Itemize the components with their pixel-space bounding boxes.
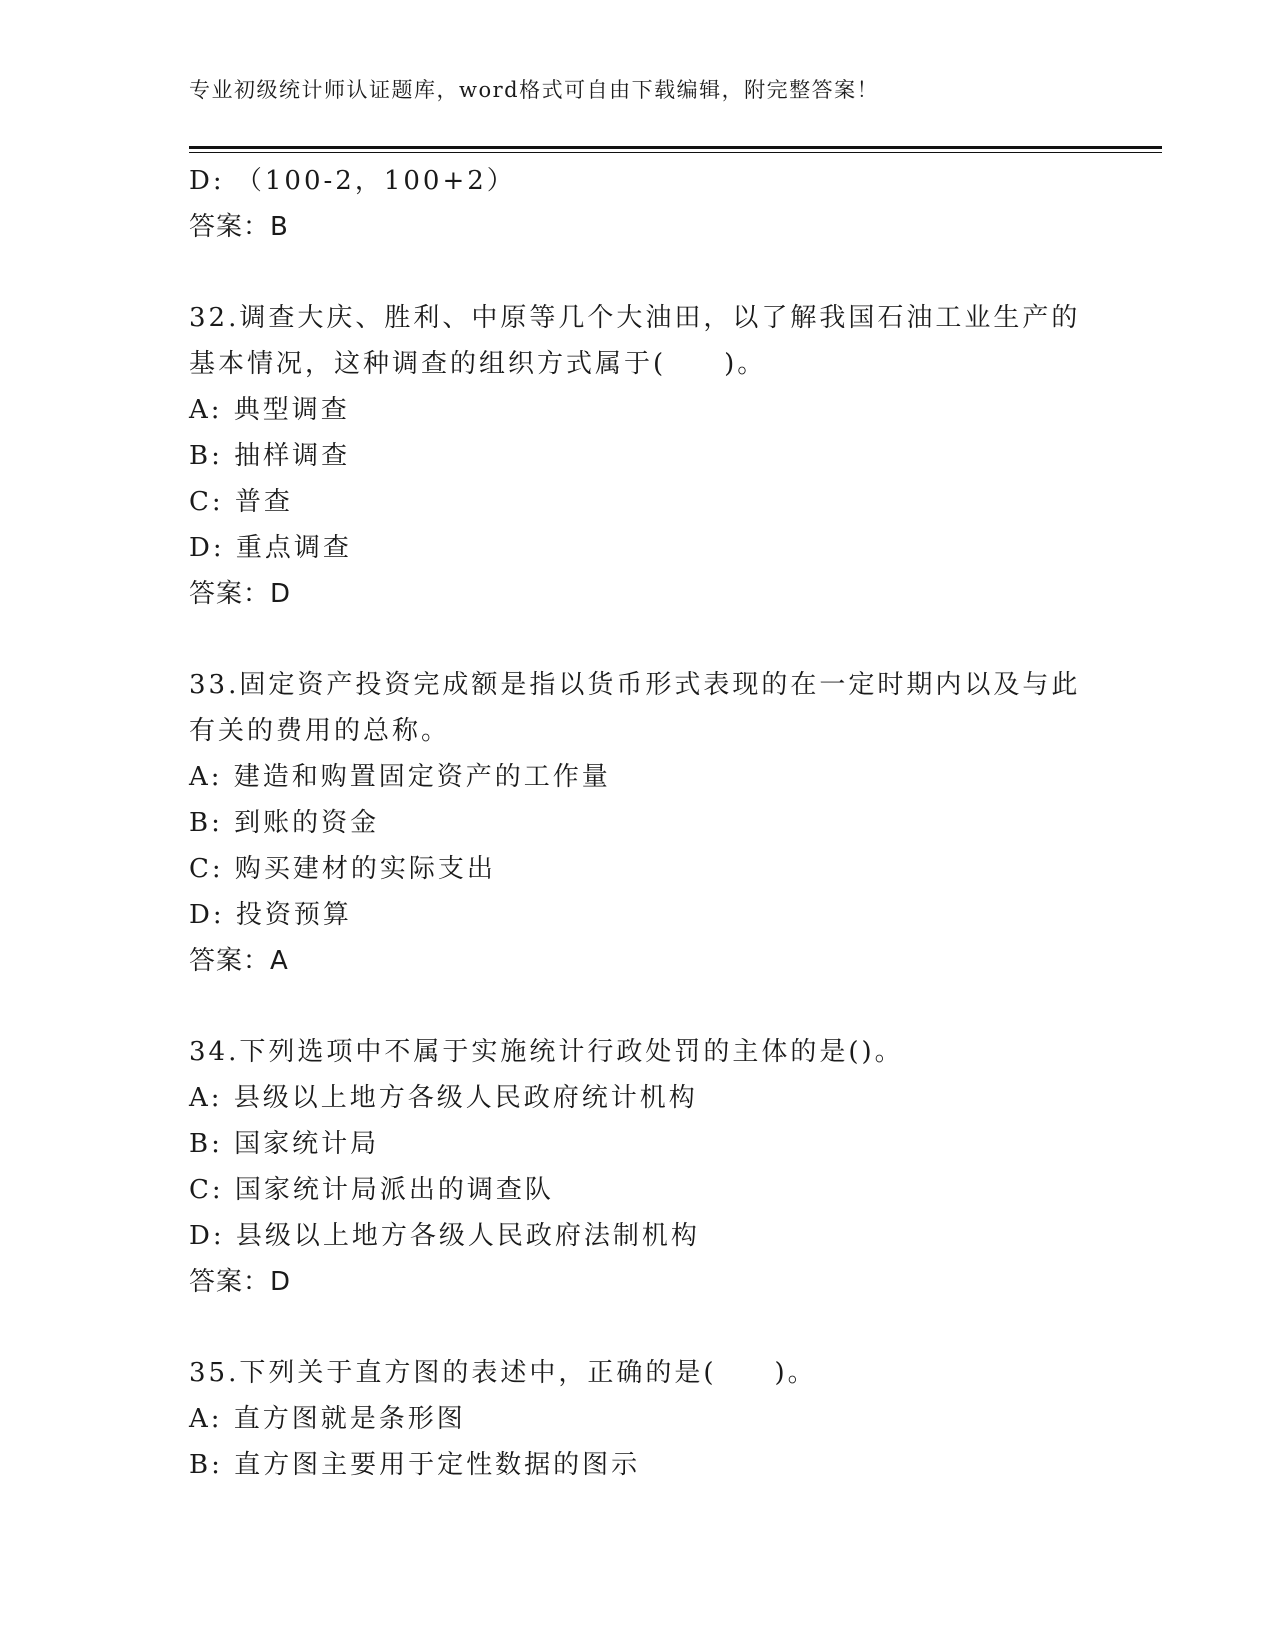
answer-line: 答案：D xyxy=(189,579,292,609)
header-rule-thin xyxy=(189,152,1162,153)
answer-line: 答案：A xyxy=(189,946,289,976)
option-b: B: 国家统计局 xyxy=(189,1129,380,1159)
page-header: 专业初级统计师认证题库，word格式可自由下载编辑，附完整答案！ xyxy=(189,78,880,102)
question-stem: 35.下列关于直方图的表述中，正确的是( )。 xyxy=(189,1358,817,1388)
option-c: C: 国家统计局派出的调查队 xyxy=(189,1175,554,1205)
question-33 xyxy=(189,662,1089,984)
question-content xyxy=(189,158,1089,1488)
option-b: B: 直方图主要用于定性数据的图示 xyxy=(189,1450,641,1480)
option-b: B: 到账的资金 xyxy=(189,808,380,838)
answer-line: 答案：D xyxy=(189,1267,292,1297)
question-stem: 33.固定资产投资完成额是指以货币形式表现的在一定时期内以及与此 xyxy=(189,670,1081,700)
option-b: B: 抽样调查 xyxy=(189,441,351,471)
answer-line: 答案：B xyxy=(189,212,289,242)
question-stem: 基本情况，这种调查的组织方式属于( )。 xyxy=(189,349,767,379)
option-d: D: （100-2，100+2） xyxy=(189,166,516,196)
option-d: D: 重点调查 xyxy=(189,533,352,563)
question-stem: 32.调查大庆、胜利、中原等几个大油田，以了解我国石油工业生产的 xyxy=(189,303,1081,333)
option-a: A: 直方图就是条形图 xyxy=(189,1404,466,1434)
header-rule-thick xyxy=(189,146,1162,149)
option-d: D: 投资预算 xyxy=(189,900,352,930)
question-stem: 34.下列选项中不属于实施统计行政处罚的主体的是()。 xyxy=(189,1037,904,1067)
question-stem: 有关的费用的总称。 xyxy=(189,716,451,746)
question-34 xyxy=(189,1029,1089,1305)
option-c: C: 购买建材的实际支出 xyxy=(189,854,496,884)
option-c: C: 普查 xyxy=(189,487,293,517)
option-d: D: 县级以上地方各级人民政府法制机构 xyxy=(189,1221,700,1251)
option-a: A: 县级以上地方各级人民政府统计机构 xyxy=(189,1083,698,1113)
question-35 xyxy=(189,1350,1089,1488)
option-a: A: 建造和购置固定资产的工作量 xyxy=(189,762,611,792)
option-a: A: 典型调查 xyxy=(189,395,350,425)
question-32 xyxy=(189,295,1089,617)
